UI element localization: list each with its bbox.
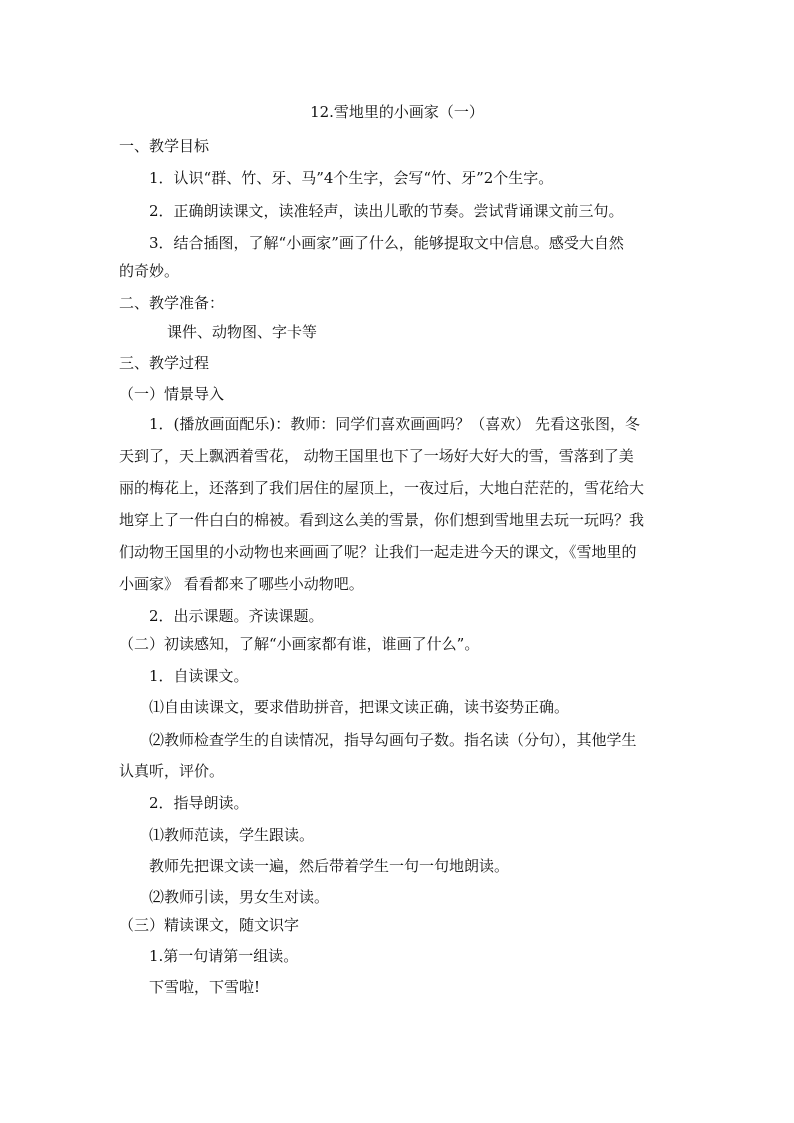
part1-paragraph-line-4: 地穿上了一件白白的棉被。看到这么美的雪景，你们想到雪地里去玩一玩吗？我 <box>119 511 645 529</box>
part1-paragraph-line-1: 1．(播放画面配乐)：教师：同学们喜欢画画吗？（喜欢） 先看这张图，冬 <box>149 415 641 433</box>
part2-step-1b-line-2: 认真听，评价。 <box>119 762 225 780</box>
part3-quote: 下雪啦，下雪啦! <box>149 978 261 996</box>
part1-step-2: 2．出示课题。齐读课题。 <box>149 607 324 625</box>
part2-step-2b: ⑵教师引读，男女生对读。 <box>149 888 330 906</box>
page-title: 12.雪地里的小画家（一） <box>310 103 484 121</box>
preparation-content: 课件、动物图、字卡等 <box>167 323 318 341</box>
section-heading-goals: 一、教学目标 <box>119 137 210 155</box>
part3-heading: （三）精读课文，随文识字 <box>119 916 300 934</box>
goal-item-3-line-2: 的奇妙。 <box>119 262 180 280</box>
part2-step-2a: ⑴教师范读，学生跟读。 <box>149 826 315 844</box>
goal-item-2: 2．正确朗读课文，读准轻声，读出儿歌的节奏。尝试背诵课文前三句。 <box>149 202 624 220</box>
part1-paragraph-line-5: 们动物王国里的小动物也来画画了呢？让我们一起走进今天的课文，《雪地里的 <box>119 543 637 561</box>
part1-paragraph-line-2: 天到了，天上飘洒着雪花， 动物王国里也下了一场好大好大的雪，雪落到了美 <box>119 447 634 465</box>
part2-heading: （二）初读感知，了解“小画家都有谁，谁画了什么”。 <box>119 635 480 653</box>
section-heading-process: 三、教学过程 <box>119 354 210 372</box>
part2-step-1b-line-1: ⑵教师检查学生的自读情况，指导勾画句子数。指名读（分句），其他学生 <box>149 731 637 749</box>
part1-heading: （一）情景导入 <box>119 385 225 403</box>
part2-step-2: 2．指导朗读。 <box>149 794 249 812</box>
section-heading-preparation: 二、教学准备： <box>119 294 225 312</box>
part1-paragraph-line-6: 小画家》 看看都来了哪些小动物吧。 <box>119 575 364 593</box>
goal-item-3-line-1: 3．结合插图，了解“小画家”画了什么，能够提取文中信息。感受大自然 <box>149 234 624 252</box>
goal-item-1: 1．认识“群、竹、牙、马”4个生字，会写“竹、牙”2个生字。 <box>149 169 554 187</box>
part3-step-1: 1.第一句请第一组读。 <box>149 947 299 965</box>
part2-step-2a-note: 教师先把课文读一遍，然后带着学生一句一句地朗读。 <box>149 857 510 875</box>
part2-step-1a: ⑴自由读课文，要求借助拼音，把课文读正确，读书姿势正确。 <box>149 698 570 716</box>
part2-step-1: 1．自读课文。 <box>149 667 249 685</box>
part1-paragraph-line-3: 丽的梅花上，还落到了我们居住的屋顶上，一夜过后，大地白茫茫的，雪花给大 <box>119 479 645 497</box>
